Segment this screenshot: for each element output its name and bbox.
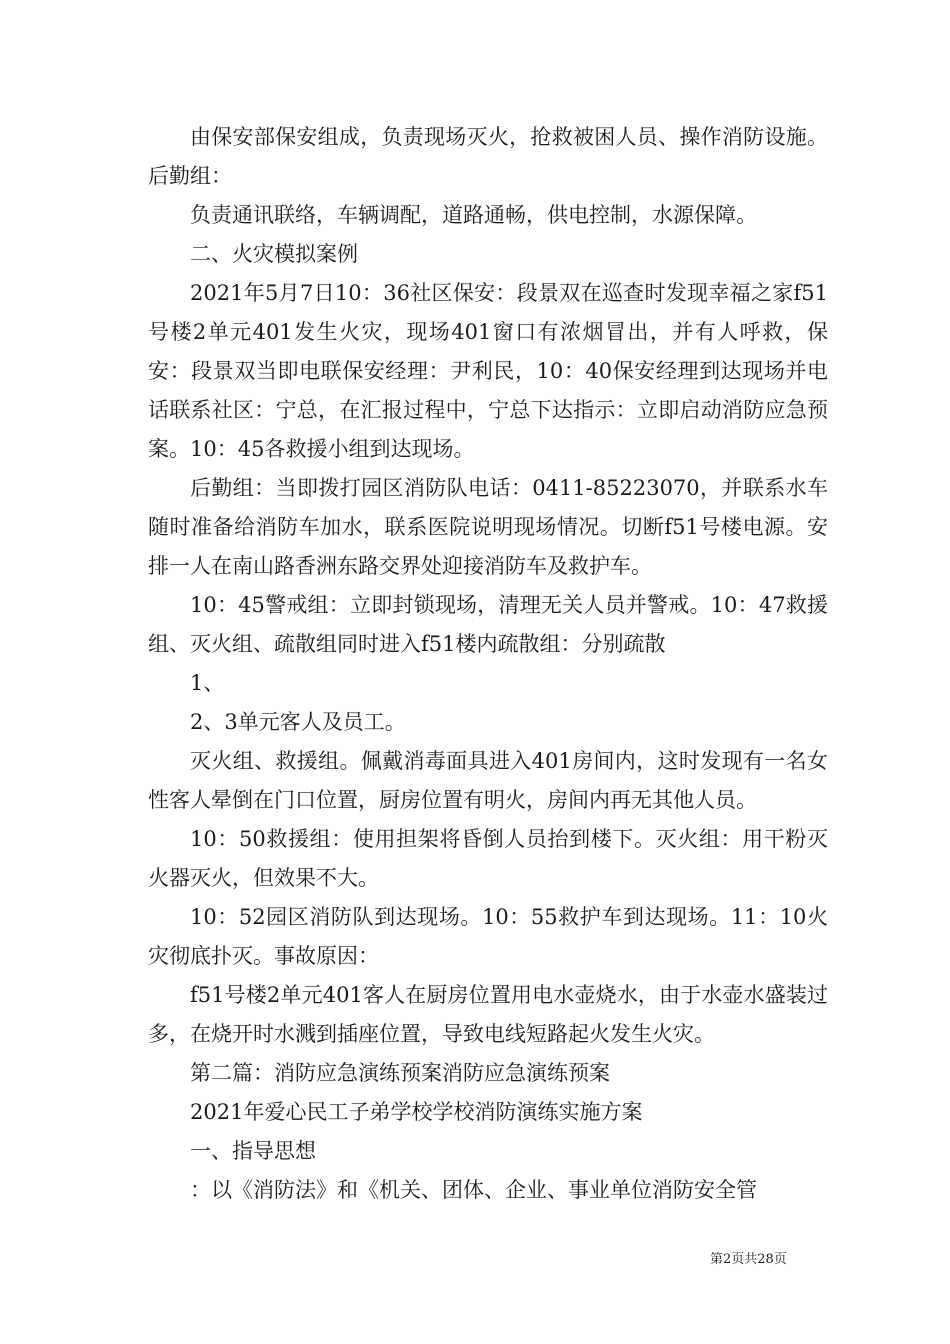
paragraph-cordon-actions: 10：45警戒组：立即封锁现场，清理无关人员并警戒。10：47救援组、灭火组、疏散组同时进入f51楼内疏散组：分别疏散 <box>148 593 828 656</box>
document-body <box>148 118 828 1210</box>
paragraph-fire-extinguished: 10：52园区消防队到达现场。10：55救护车到达现场。11：10火灾彻底扑灭。事故原因： <box>148 905 828 968</box>
paragraph-plan-title: 2021年爱心民工子弟学校学校消防演练实施方案 <box>190 1100 643 1124</box>
paragraph-logistics-duties: 负责通讯联络，车辆调配，道路通畅，供电控制，水源保障。 <box>190 203 757 227</box>
paragraph-accident-cause: f51号楼2单元401客人在厨房位置用电水壶烧水，由于水壶水盛装过多，在烧开时水溅到插座位置，导致电线短路起火发生火灾。 <box>148 983 828 1046</box>
paragraph-list-item-2: 2、3单元客人及员工。 <box>190 710 406 734</box>
paragraph-incident-report: 2021年5月7日10：36社区保安：段景双在巡查时发现幸福之家f51号楼2单元401发生火灾，现场401窗口有浓烟冒出，并有人呼救，保安：段景双当即电联保安经理：尹利民，10：40保安经理到达现场并电话联系社区：宁总，在汇报过程中，宁总下达指示：立即启动消防应急预案。10：45各救援小组到达现场。 <box>148 281 828 461</box>
section-heading-guiding-ideology: 一、指导思想 <box>190 1139 316 1163</box>
paragraph-rescue-entry: 灭火组、救援组。佩戴消毒面具进入401房间内，这时发现有一名女性客人晕倒在门口位置，厨房位置有明火，房间内再无其他人员。 <box>148 749 828 812</box>
paragraph-rescue-stretcher: 10：50救援组：使用担架将昏倒人员抬到楼下。灭火组：用干粉灭火器灭火，但效果不大。 <box>148 827 828 890</box>
section-heading-fire-simulation: 二、火灾模拟案例 <box>190 242 358 266</box>
paragraph-logistics-actions: 后勤组：当即拨打园区消防队电话：0411-85223070，并联系水车随时准备给消防车加水，联系医院说明现场情况。切断f51号楼电源。安排一人在南山路香洲东路交界处迎接消防车及救护车。 <box>148 476 828 578</box>
paragraph-second-chapter-title: 第二篇：消防应急演练预案消防应急演练预案 <box>190 1061 610 1085</box>
paragraph-list-item-1: 1、 <box>190 671 225 695</box>
paragraph-security-team: 由保安部保安组成，负责现场灭火，抢救被困人员、操作消防设施。后勤组： <box>148 125 828 188</box>
page-number-footer: 第2页共28页 <box>710 1252 787 1267</box>
paragraph-guiding-ideology-text: ：以《消防法》和《机关、团体、企业、事业单位消防安全管 <box>190 1178 757 1202</box>
